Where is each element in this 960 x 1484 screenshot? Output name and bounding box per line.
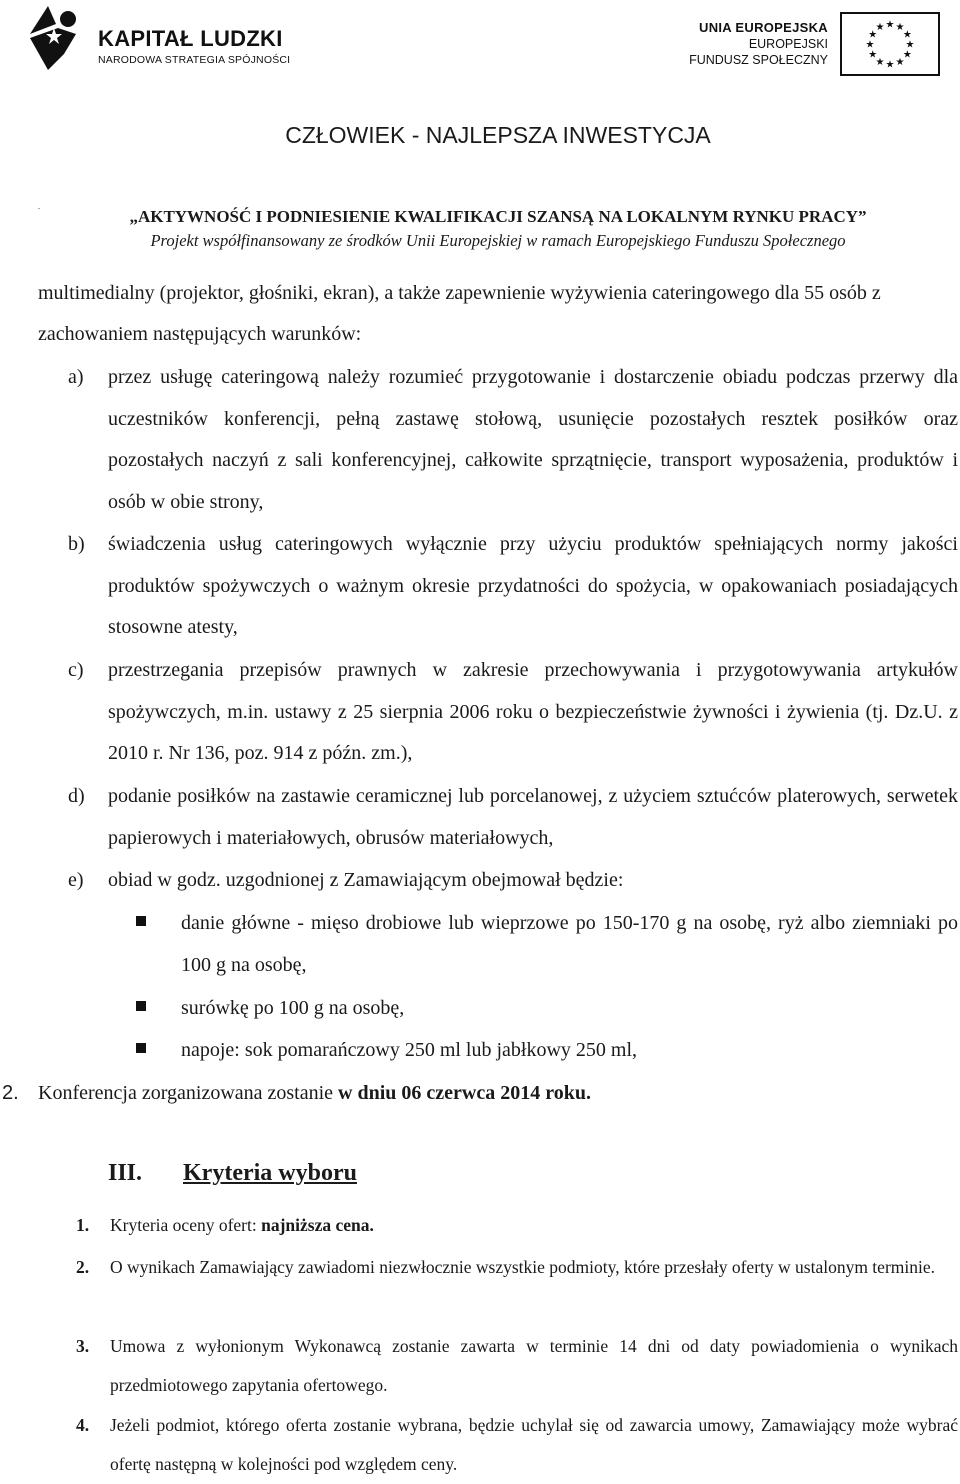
eu-logo-line3: FUNDUSZ SPOŁECZNY (689, 53, 828, 67)
eu-star-icon: ★ (902, 29, 912, 41)
page-title: CZŁOWIEK - NAJLEPSZA INWESTYCJA (285, 122, 711, 148)
criteria-text: Jeżeli podmiot, którego oferta zostanie wybrana, będzie uchylał się od zawarcia umowy, Zamawiający może wybrać ofertę następną w kolejności pod względem ceny. (110, 1415, 958, 1474)
condition-marker: b) (68, 533, 85, 555)
eu-star-icon: ★ (905, 39, 915, 51)
condition-item (68, 524, 958, 649)
intro-paragraph: multimedialny (projektor, głośniki, ekran), a także zapewnienie wyżywienia cateringowego dla 55 osób z zachowaniem następujących warunków: (38, 282, 881, 345)
criteria-number: 1. (76, 1215, 90, 1235)
menu-item (136, 987, 958, 1029)
section-number: III. (108, 1160, 143, 1186)
project-subtitle: Projekt współfinansowany ze środków Unii Europejskiej w ramach Europejskiego Funduszu Społecznego (150, 231, 846, 250)
condition-item (68, 650, 958, 775)
condition-item (68, 357, 958, 523)
eu-star-icon: ★ (875, 22, 885, 34)
eu-star-icon: ★ (865, 39, 875, 51)
menu-item-text: napoje: sok pomarańczowy 250 ml lub jabłkowy 250 ml, (181, 1039, 638, 1061)
eu-star-icon: ★ (885, 19, 895, 31)
eu-star-icon: ★ (902, 49, 912, 61)
conference-date: w dniu 06 czerwca 2014 roku. (338, 1082, 592, 1104)
eu-logo (680, 12, 940, 78)
condition-text: podanie posiłków na zastawie ceramicznej lub porcelanowej, z użyciem sztućców platerowych, serwetek papierowych i materiałowych, obrusów materiałowych, (108, 785, 958, 849)
condition-text: przestrzegania przepisów prawnych w zakresie przechowywania i przygotowywania artykułów spożywczych, m.in. ustawy z 25 sierpnia 2006 roku o bezpieczeństwie żywności i żywienia (tj. Dz.U. z 2010 r. Nr 136, poz. 914 z późn. zm.), (108, 659, 958, 764)
section-title: Kryteria wyboru (183, 1160, 357, 1186)
eu-star-icon: ★ (895, 22, 905, 34)
condition-marker: d) (68, 785, 85, 807)
criteria-item (76, 1406, 958, 1484)
eu-star-icon: ★ (875, 56, 885, 68)
square-bullet-icon (136, 1001, 146, 1011)
square-bullet-icon (136, 916, 146, 926)
project-name: „AKTYWNOŚĆ I PODNIESIENIE KWALIFIKACJI SZANSĄ NA LOKALNYM RYNKU PRACY” (129, 207, 867, 226)
menu-item (136, 1029, 958, 1071)
criteria-text: Kryteria oceny ofert: (110, 1215, 262, 1235)
condition-item (68, 776, 958, 859)
square-bullet-icon (136, 1043, 146, 1053)
condition-text: przez usługę cateringową należy rozumieć przygotowanie i dostarczenie obiadu podczas przerwy dla uczestników konferencji, pełną zastawę stołową, usunięcie pozostałych resztek posiłków oraz pozostałych naczyń z sali konferencyjnej, całkowite sprzątnięcie, transport wyposażenia, produktów i osób w obie strony, (108, 366, 958, 513)
eu-star-icon: ★ (895, 56, 905, 68)
criteria-number: 3. (76, 1336, 90, 1356)
eu-star-icon: ★ (885, 59, 895, 71)
condition-marker: e) (68, 869, 84, 891)
criteria-item (76, 1248, 958, 1287)
condition-marker: a) (68, 366, 84, 388)
criteria-text: Umowa z wyłonionym Wykonawcą zostanie zawarta w terminie 14 dni od daty powiadomienia o wynikach przedmiotowego zapytania ofertowego. (110, 1336, 958, 1395)
kapital-ludzki-name: KAPITAŁ LUDZKI (98, 26, 283, 51)
eu-logo-line1: UNIA EUROPEJSKA (699, 20, 828, 35)
kapital-ludzki-logo (24, 4, 291, 70)
condition-text: obiad w godz. uzgodnionej z Zamawiającym obejmował będzie: (108, 869, 624, 891)
eu-star-icon: ★ (868, 29, 878, 41)
kapital-ludzki-mark-icon (24, 4, 84, 70)
criteria-item (76, 1327, 958, 1405)
point-text: Konferencja zorganizowana zostanie (38, 1082, 339, 1104)
eu-logo-line2: EUROPEJSKI (748, 37, 828, 51)
eu-flag-icon (840, 12, 940, 76)
kapital-ludzki-subtitle: NARODOWA STRATEGIA SPÓJNOŚCI (98, 54, 291, 66)
criteria-item (76, 1206, 958, 1245)
eu-logo-text (689, 20, 828, 68)
condition-item (68, 860, 958, 902)
condition-marker: c) (68, 659, 84, 681)
criteria-emphasis: najniższa cena. (261, 1215, 374, 1235)
page-header (0, 0, 960, 90)
criteria-text: O wynikach Zamawiający zawiadomi niezwłocznie wszystkie podmioty, które przesłały oferty w ustalonym terminie. (110, 1257, 935, 1277)
menu-item-text: danie główne - mięso drobiowe lub wieprzowe po 150-170 g na osobę, ryż albo ziemniaki po 100 g na osobę, (181, 912, 958, 976)
menu-item-text: surówkę po 100 g na osobę, (181, 997, 405, 1019)
criteria-number: 4. (76, 1415, 90, 1435)
point-number: 2. (2, 1082, 19, 1104)
eu-star-icon: ★ (868, 49, 878, 61)
criteria-number: 2. (76, 1257, 90, 1277)
condition-text: świadczenia usług cateringowych wyłącznie przy użyciu produktów spełniających normy jakości produktów spożywczych o ważnym okresie przydatności do spożycia, w opakowaniach posiadających stosowne atesty, (108, 533, 958, 638)
menu-item (136, 902, 958, 986)
